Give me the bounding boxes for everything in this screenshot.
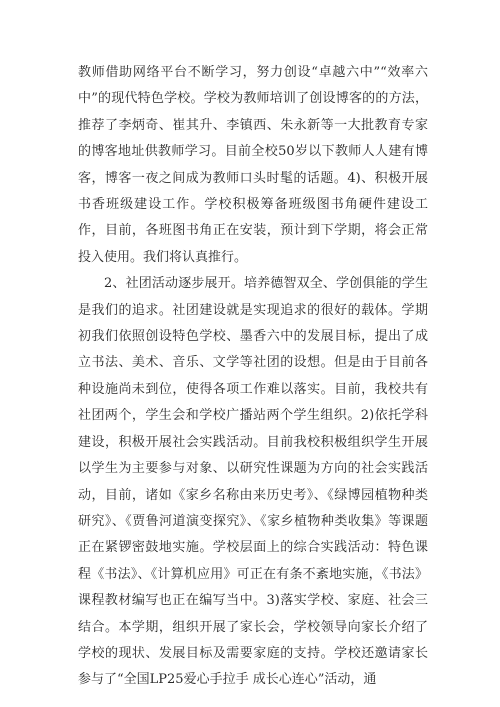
paragraph-club-activities: 2、社团活动逐步展开。培养德智双全、学创俱能的学生是我们的追求。社团建设就是实现追求的很好的载体。学期初我们依照创设特色学校、墨香六中的发展目标，提出了成立书法、美术、音乐、文学等社团的设想。但是由于目前各种设施尚未到位，使得各项工作难以落实。目前，我校共有社团两个，学生会和学校广播站两个学生组织。2)依托学科建设，积极开展社会实践活动。目前我校积极组织学生开展以学生为主要参与对象、以研究性课题为方向的社会实践活动，目前，诸如《家乡名称由来历史考》、《绿博园植物种类研究》、《贾鲁河道演变探究》、《家乡植物种类收集》等课题正在紧锣密鼓地实施。学校层面上的综合实践活动：特色课程《书法》、《计算机应用》可正在有条不紊地实施，《书法》课程教材编写也正在编写当中。3)落实学校、家庭、社会三结合。本学期，组织开展了家长会，学校领导向家长介绍了学校的现状、发展目标及需要家庭的支持。学校还邀请家长参与了“全国LP25爱心手拉手 成长心连心”活动，通 <box>78 276 428 688</box>
paragraph-continuation: 教师借助网络平台不断学习，努力创设“卓越六中”“效率六中”的现代特色学校。学校为教师培训了创设博客的的方法，推荐了李炳奇、崔其升、李镇西、朱永新等一大批教育专家的博客地址供教师学习。目前全校50岁以下教师人人建有博客，博客一夜之间成为教师口头时髦的话题。4)、积极开展书香班级建设工作。学校积极筹备班级图书角硬件建设工作，目前，各班图书角正在安装，预计到下学期，将会正常投入使用。我们将认真推行。 <box>78 65 428 265</box>
document-body <box>78 60 428 694</box>
